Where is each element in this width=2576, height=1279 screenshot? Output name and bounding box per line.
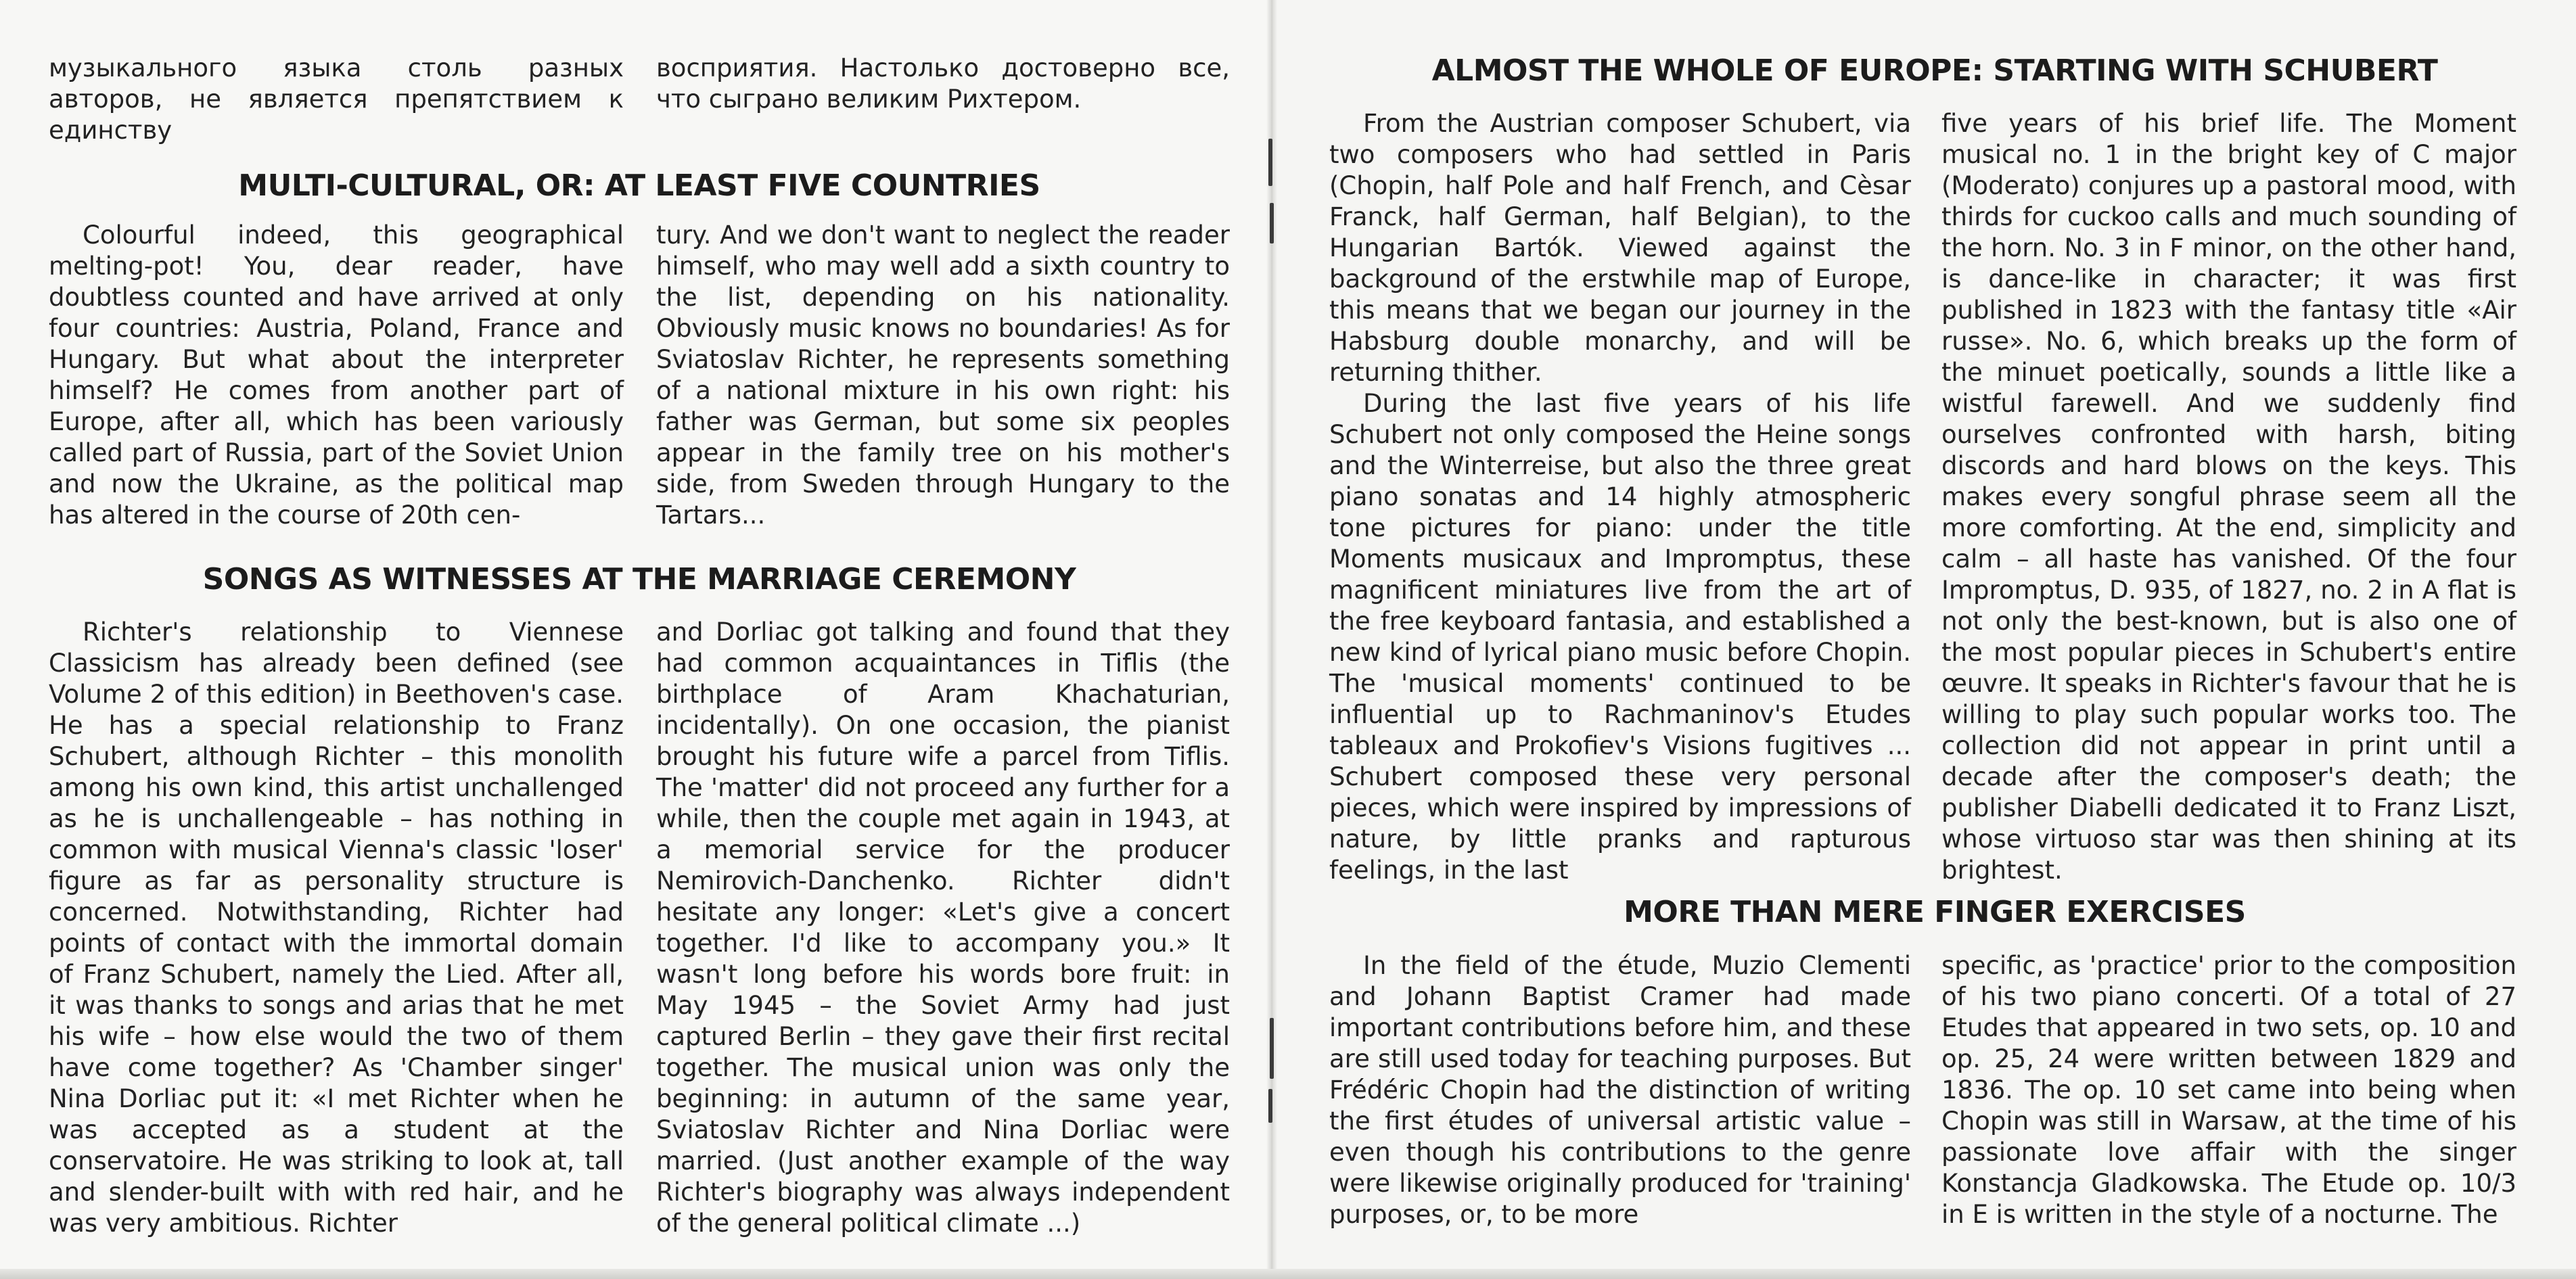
russian-fragment-text: музыкального языка столь разных авторов, не является препятствием к единству xyxy=(49,53,624,145)
section2-col1 xyxy=(49,617,624,1239)
page-bottom-edge xyxy=(0,1269,2576,1279)
paragraph: From the Austrian composer Schubert, via two composers who had settled in Paris (Chopin, half Pole and half French, and Cèsar Franck, half German, half Belgian), to the Hungarian Bartók. Viewed against the background of the erstwhile map of Europe, this means that we began our journey in the Habsburg double monarchy, and will be returning thither. xyxy=(1329,109,1911,387)
binding-mark xyxy=(1270,1018,1274,1079)
binding-mark xyxy=(1268,1089,1272,1123)
binding-mark xyxy=(1270,203,1274,243)
section1-col1 xyxy=(49,220,624,531)
paragraph: tury. And we don't want to neglect the reader himself, who may well add a sixth country to the list, depending on his nationality. Obviously music knows no boundaries! As for Sviatoslav Richter, he represents something of a national mixture in his own right: his father was German, but some six peoples appear in the family tree on his mother's side, from Sweden through Hungary to the Tartars... xyxy=(656,220,1230,530)
book-gutter xyxy=(1266,0,1277,1279)
paragraph: Richter's relationship to Viennese Classicism has already been defined (see Volume 2 of this edition) in Beethoven's case. He has a special relationship to Franz Schubert, although Richter – this monolith among his own kind, this artist unchallenged as he is unchallengeable – has nothing in common with musical Vienna's classic 'loser' figure as far as personality structure is concerned. Notwithstanding, Richter had points of contact with the immortal domain of Franz Schubert, namely the Lied. After all, it was thanks to songs and arias that he met his wife – how else would the two of them have come together? As 'Chamber singer' Nina Dorliac put it: «I met Richter when he was accepted as a student at the conservatoire. He was striking to look at, tall and slender-built with with red hair, and he was very ambitious. Richter xyxy=(49,618,624,1238)
paragraph: specific, as 'practice' prior to the composition of his two piano concerti. Of a total of 27 Etudes that appeared in two sets, op. 10 and op. 25, 24 were written between 1829 and 1836. The op. 10 set came into being when Chopin was still in Warsaw, at the time of his passionate love affair with the singer Konstancja Gladkowska. The Etude op. 10/3 in E is written in the style of a nocturne. The xyxy=(1941,951,2516,1229)
section1-col2 xyxy=(656,220,1230,531)
russian-fragment-col2 xyxy=(656,53,1230,115)
section2-col2 xyxy=(656,617,1230,1239)
russian-fragment-text: восприятия. Настолько достоверно все, что сыграно великим Рихтером. xyxy=(656,53,1230,114)
binding-mark xyxy=(1268,139,1272,186)
section3-col1 xyxy=(1329,108,1911,886)
section4-col1 xyxy=(1329,950,1911,1230)
section-heading: SONGS AS WITNESSES AT THE MARRIAGE CEREMONY xyxy=(202,562,1076,597)
section-heading: ALMOST THE WHOLE OF EUROPE: STARTING WITH SCHUBERT xyxy=(1431,53,2438,88)
section-heading: MORE THAN MERE FINGER EXERCISES xyxy=(1624,895,2246,929)
russian-fragment-col1 xyxy=(49,53,624,146)
paragraph: and Dorliac got talking and found that they had common acquaintances in Tiflis (the birthplace of Aram Khachaturian, incidentally). On one occasion, the pianist brought his future wife a parcel from Tiflis. The 'matter' did not proceed any further for a while, then the couple met again in 1943, at a memorial service for the producer Nemirovich-Danchenko. Richter didn't hesitate any longer: «Let's give a concert together. I'd like to accompany you.» It wasn't long before his words bore fruit: in May 1945 – the Soviet Army had just captured Berlin – they gave their first recital together. The musical union was only the beginning: in autumn of the same year, Sviatoslav Richter and Nina Dorliac were married. (Just another example of the way Richter's biography was always independent of the general political climate ...) xyxy=(656,618,1230,1238)
section3-col2 xyxy=(1941,108,2516,886)
paragraph: Colourful indeed, this geographical melting-pot! You, dear reader, have doubtless counted and have arrived at only four countries: Austria, Poland, France and Hungary. But what about the interpreter himself? He comes from another part of Europe, after all, which has been variously called part of Russia, part of the Soviet Union and now the Ukraine, as the political map has altered in the course of 20th cen- xyxy=(49,220,624,530)
paragraph: five years of his brief life. The Moment musical no. 1 in the bright key of C major (Moderato) conjures up a pastoral mood, with thirds for cuckoo calls and much sounding of the horn. No. 3 in F minor, on the other hand, is dance-like in character; it was first published in 1823 with the fantasy title «Air russe». No. 6, which breaks up the form of the minuet poetically, sounds a little like a wistful farewell. And we suddenly find ourselves confronted with harsh, biting discords and hard blows on the keys. This makes every songful phrase seem all the more comforting. At the end, simplicity and calm – all haste has vanished. Of the four Impromptus, D. 935, of 1827, no. 2 in A flat is not only the best-known, but is also one of the most popular pieces in Schubert's entire œuvre. It speaks in Richter's favour that he is willing to play such popular works too. The collection did not appear in print until a decade after the composer's death; the publisher Diabelli dedicated it to Franz Liszt, whose virtuoso star was then shining at its brightest. xyxy=(1941,109,2516,885)
section-heading: MULTI-CULTURAL, OR: AT LEAST FIVE COUNTRIES xyxy=(238,168,1040,203)
section4-col2 xyxy=(1941,950,2516,1230)
paragraph: During the last five years of his life Schubert not only composed the Heine songs and the Winterreise, but also the three great piano sonatas and 14 highly atmospheric tone pictures for piano: under the title Moments musicaux and Impromptus, these magnificent miniatures live from the art of the free keyboard fantasia, and established a new kind of lyrical piano music before Chopin. The 'musical moments' continued to be influential up to Rachmaninov's Etudes tableaux and Prokofiev's Visions fugitives ... Schubert composed these very personal pieces, which were inspired by impressions of nature, by little pranks and rapturous feelings, in the last xyxy=(1329,389,1911,885)
paragraph: In the field of the étude, Muzio Clementi and Johann Baptist Cramer had made important contributions before him, and these are still used today for teaching purposes. But Frédéric Chopin had the distinction of writing the first études of universal artistic value – even though his contributions to the genre were likewise originally produced for 'training' purposes, or, to be more xyxy=(1329,951,1911,1229)
